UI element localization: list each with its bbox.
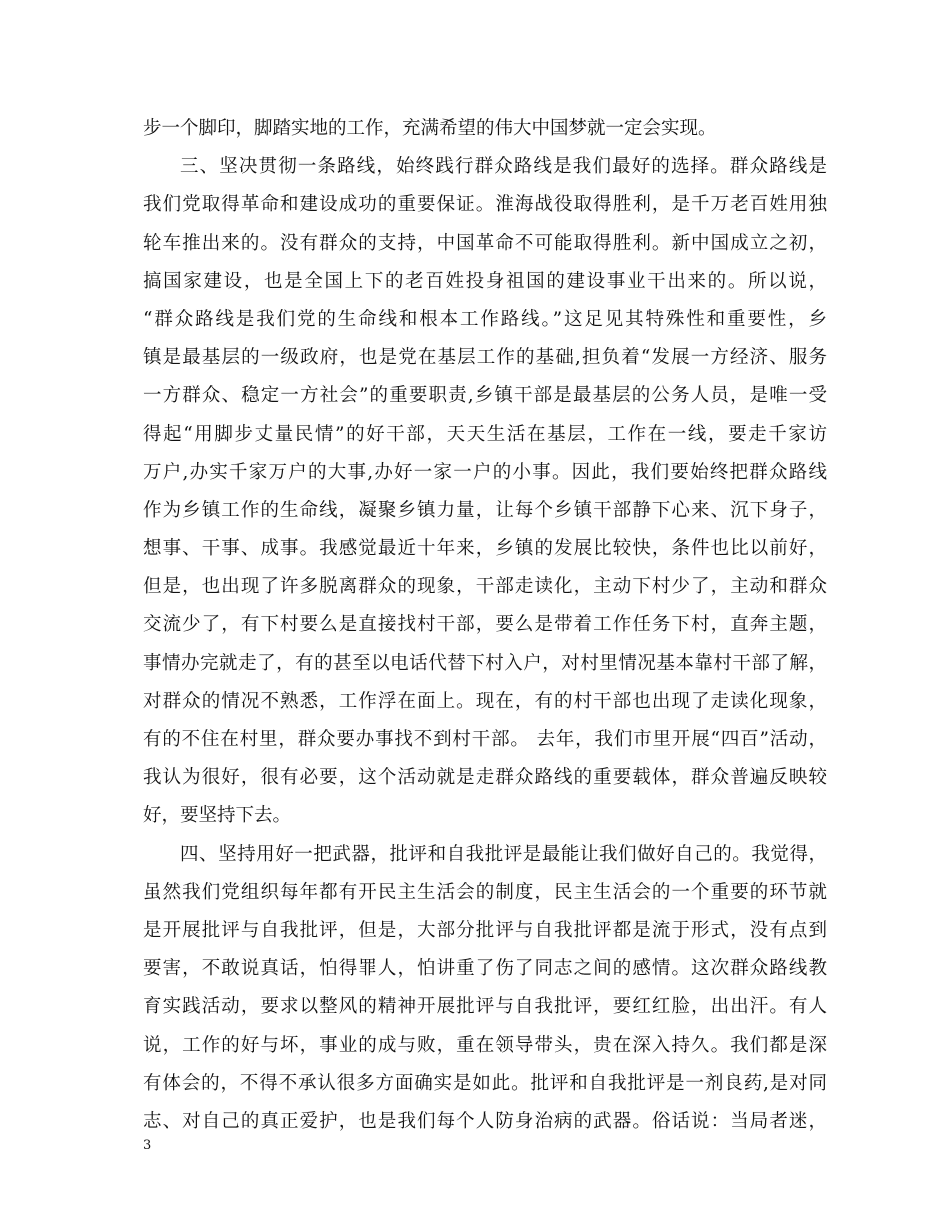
text-line: 得起“用脚步丈量民情”的好干部，天天生活在基层，工作在一线，要走千家访	[143, 423, 827, 445]
text-line: 想事、干事、成事。我感觉最近十年来，乡镇的发展比较快，条件也比以前好，	[143, 538, 827, 560]
text-line: 是开展批评与自我批评，但是，大部分批评与自我批评都是流于形式，没有点到	[143, 919, 827, 941]
body-text	[143, 110, 827, 1141]
text-line: 有的不住在村里，群众要办事找不到村干部。 去年，我们市里开展“四百”活动，	[143, 729, 827, 750]
text-line: 但是，也出现了许多脱离群众的现象，干部走读化，主动下村少了，主动和群众	[143, 576, 827, 598]
text-line: 育实践活动，要求以整风的精神开展批评与自我批评，要红红脸，出出汗。有人	[143, 996, 827, 1018]
text-line: 交流少了，有下村要么是直接找村干部，要么是带着工作任务下村，直奔主题，	[143, 614, 827, 636]
text-line: 作为乡镇工作的生命线，凝聚乡镇力量，让每个乡镇干部静下心来、沉下身子，	[143, 499, 827, 521]
page-number: 3	[143, 1138, 152, 1153]
text-line: 三、坚决贯彻一条路线，始终践行群众路线是我们最好的选择。群众路线是	[180, 156, 827, 178]
text-line: 事情办完就走了，有的甚至以电话代替下村入户，对村里情况基本靠村干部了解，	[143, 652, 827, 674]
text-line: 轮车推出来的。没有群众的支持，中国革命不可能取得胜利。新中国成立之初，	[143, 232, 827, 254]
text-line: “群众路线是我们党的生命线和根本工作路线。”这足见其特殊性和重要性，乡	[143, 308, 827, 330]
text-line: 我认为很好，很有必要，这个活动就是走群众路线的重要载体，群众普遍反映较	[143, 767, 827, 789]
text-line: 有体会的，不得不承认很多方面确实是如此。批评和自我批评是一剂良药,是对同	[143, 1072, 827, 1094]
text-line: 搞国家建设，也是全国上下的老百姓投身祖国的建设事业干出来的。所以说，	[143, 270, 827, 292]
text-line: 四、坚持用好一把武器，批评和自我批评是最能让我们做好自己的。我觉得，	[180, 843, 827, 865]
text-line: 志、对自己的真正爱护，也是我们每个人防身治病的武器。俗话说：当局者迷，	[143, 1110, 827, 1132]
text-line: 对群众的情况不熟悉，工作浮在面上。现在，有的村干部也出现了走读化现象，	[143, 690, 827, 712]
text-line: 一方群众、稳定一方社会”的重要职责,乡镇干部是最基层的公务人员，是唯一受	[143, 385, 827, 407]
text-line: 要害，不敢说真话，怕得罪人，怕讲重了伤了同志之间的感情。这次群众路线教	[143, 958, 827, 980]
text-line: 说，工作的好与坏，事业的成与败，重在领导带头，贵在深入持久。我们都是深	[143, 1034, 827, 1056]
text-line: 虽然我们党组织每年都有开民主生活会的制度，民主生活会的一个重要的环节就	[143, 881, 827, 903]
text-line: 镇是最基层的一级政府，也是党在基层工作的基础,担负着“发展一方经济、服务	[143, 347, 827, 369]
text-line: 好，要坚持下去。	[143, 805, 292, 827]
text-line: 我们党取得革命和建设成功的重要保证。淮海战役取得胜利，是千万老百姓用独	[143, 194, 827, 216]
text-line: 步一个脚印，脚踏实地的工作，充满希望的伟大中国梦就一定会实现。	[143, 118, 717, 139]
text-line: 万户,办实千家万户的大事,办好一家一户的小事。因此，我们要始终把群众路线	[143, 461, 827, 483]
